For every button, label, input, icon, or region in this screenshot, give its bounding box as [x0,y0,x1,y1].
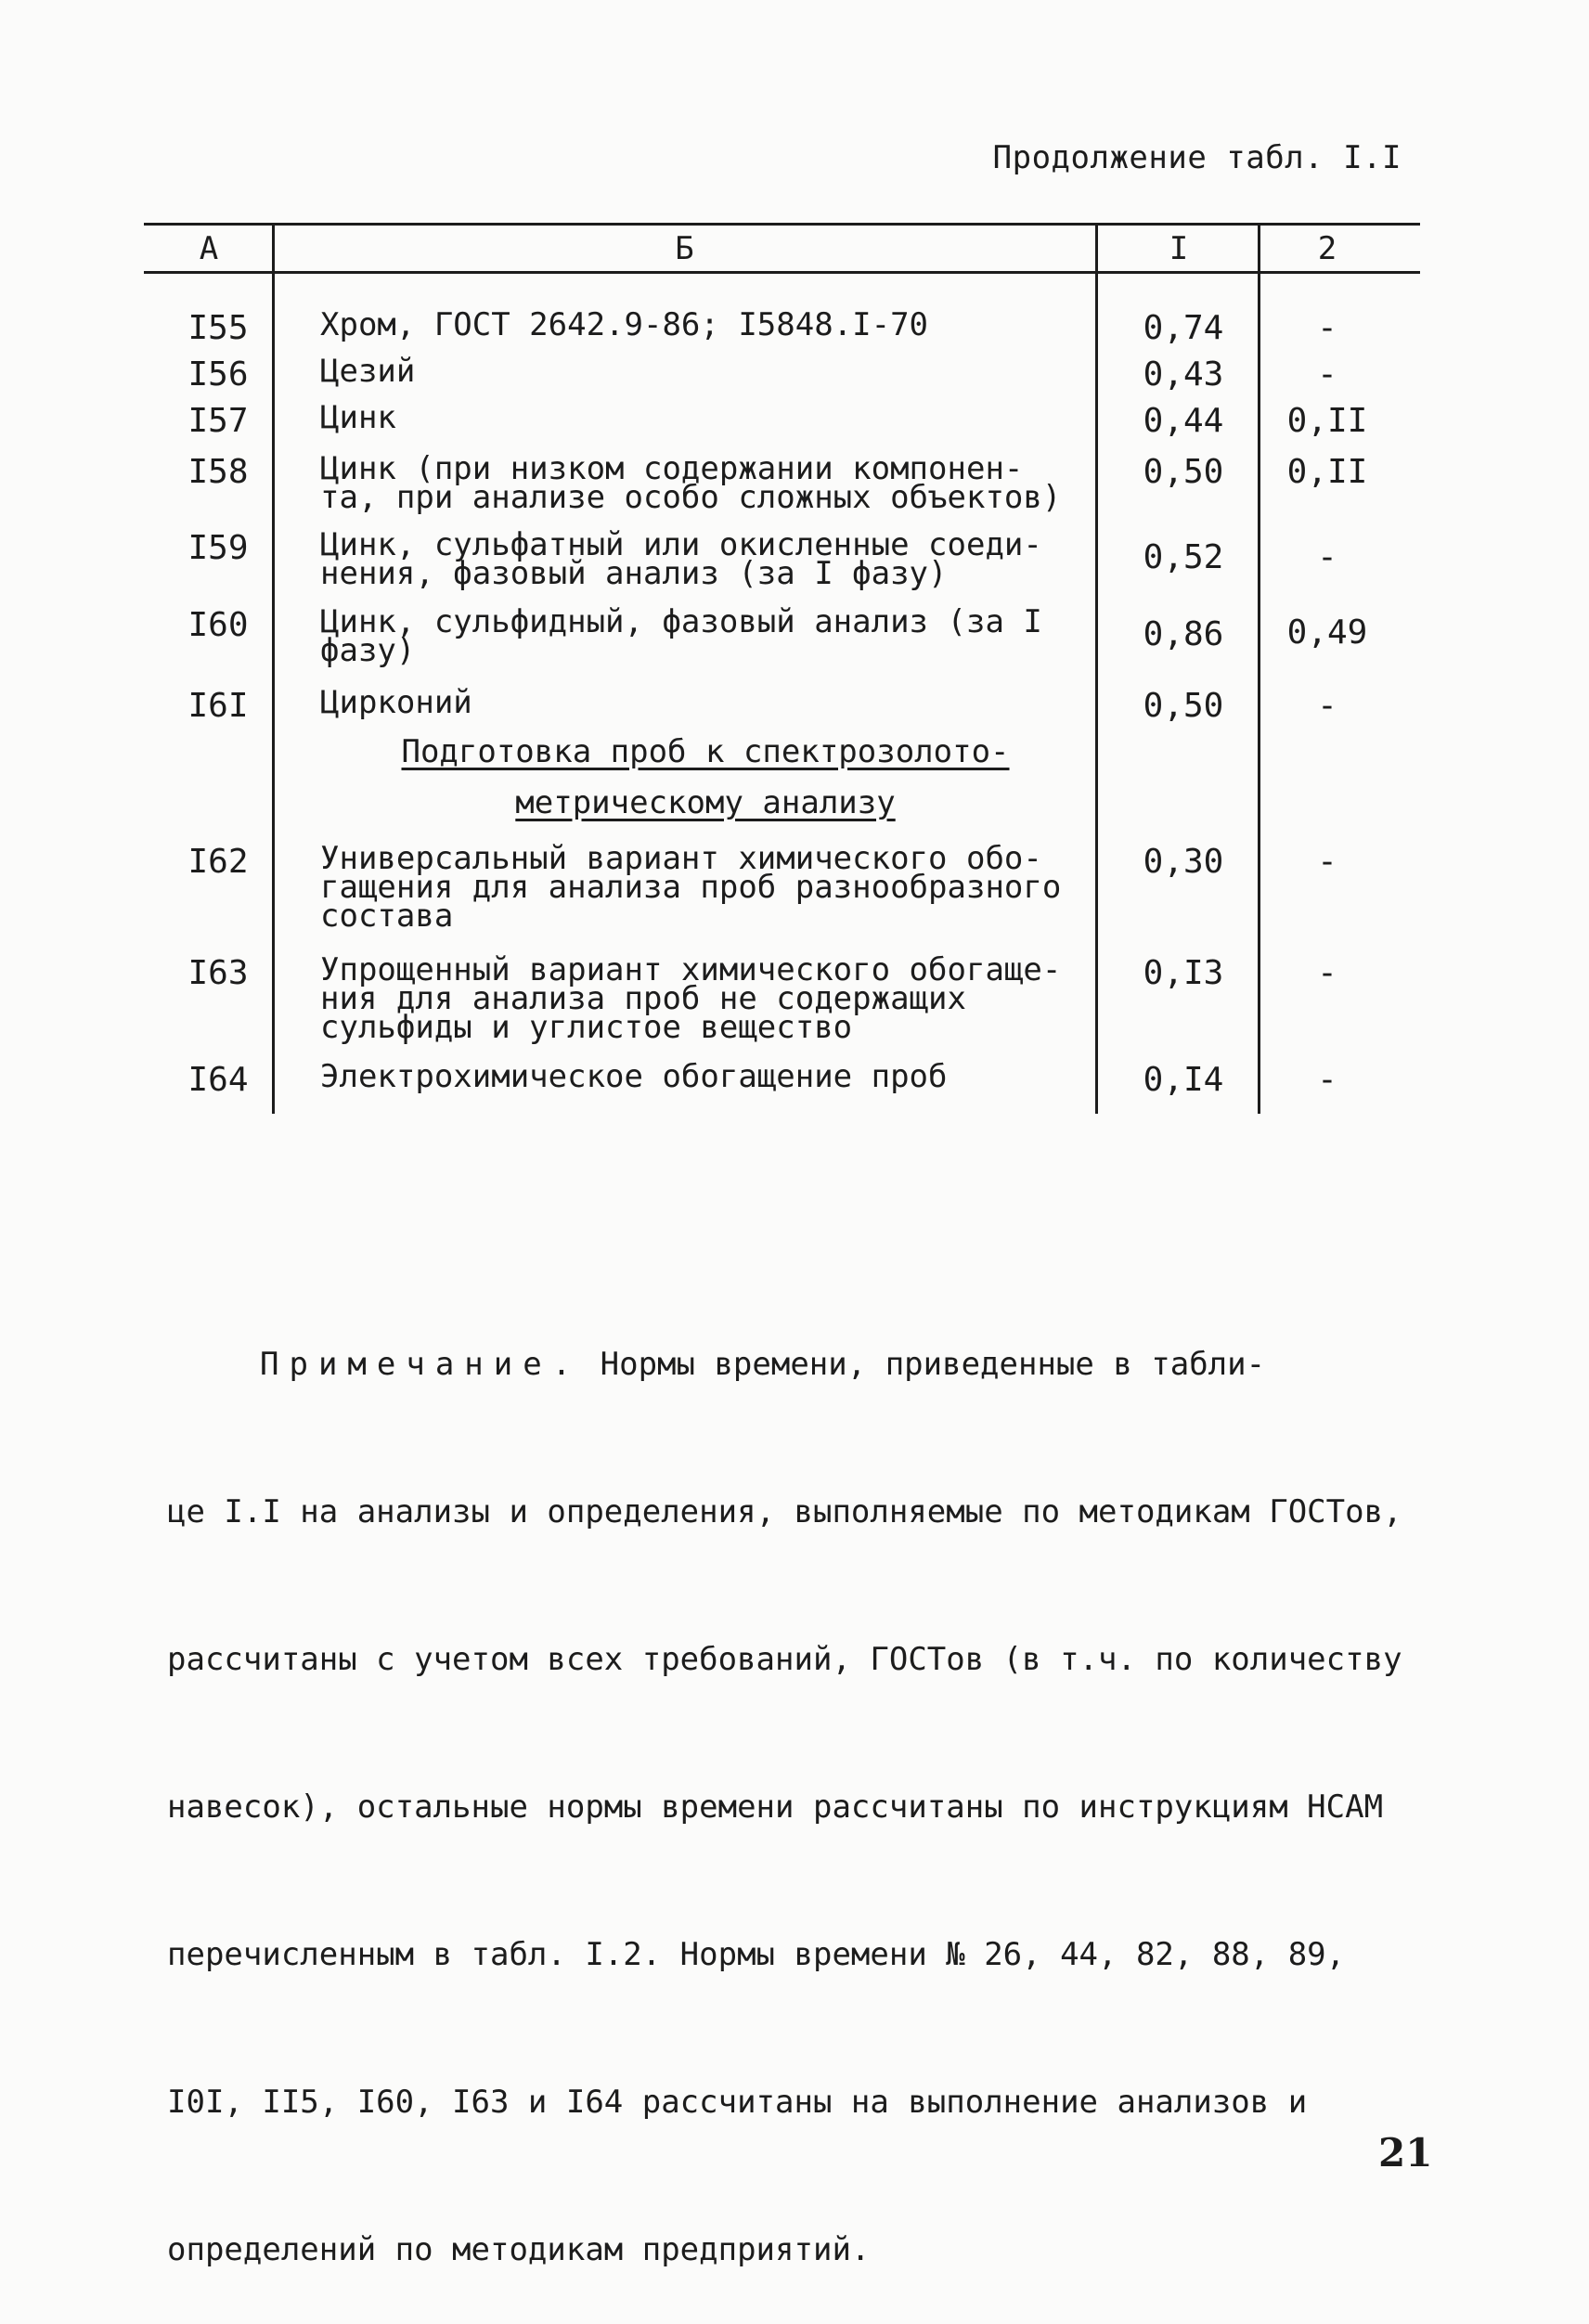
note-paragraph [167,1242,1411,2324]
row-number: I64 [187,1061,249,1099]
header-col-a: А [199,230,219,267]
row-value-col2: 0,II [1286,402,1368,440]
row-value-col2: - [1317,954,1337,992]
row-description: Цинк (при низком содержании компонен- та, при анализе особо сложных объектов) [320,450,1062,516]
row-value-col2: - [1317,309,1337,347]
row-number: I62 [187,843,249,881]
row-value-col1: 0,50 [1143,687,1224,725]
row-number: I59 [187,529,249,567]
row-value-col1: 0,43 [1143,355,1224,394]
row-value-col1: 0,86 [1143,615,1224,653]
row-description: Цезий [320,353,416,390]
row-description: Цинк, сульфатный или окисленные соеди- нения, фазовый анализ (за I фазу) [320,526,1042,592]
row-number: I55 [187,309,249,347]
row-description: Цинк, сульфидный, фазовый анализ (за I фазу) [320,603,1042,669]
row-value-col2: - [1317,355,1337,394]
column-rule-b-1 [1095,225,1098,1114]
table-top-rule [144,223,1420,226]
row-value-col2: 0,II [1286,453,1368,491]
note-line: Нормы времени, приведенные в табли- [581,1346,1266,1383]
table-header-bottom-rule [144,271,1420,274]
note-line: определений по методикам предприятий. [167,2231,871,2268]
section-heading-line-1: Подготовка проб к спектрозолото- [401,733,1010,770]
row-description: Универсальный вариант химического обо- гащения для анализа проб разнообразного состава [320,840,1062,935]
section-heading-line-2: метрическому анализу [515,784,896,821]
row-number: I60 [187,606,249,644]
row-value-col1: 0,50 [1143,453,1224,491]
note-line: I0I, II5, I60, I63 и I64 рассчитаны на выполнение анализов и [167,2084,1308,2121]
note-line: навесок), остальные нормы времени рассчитаны по инструкциям НСАМ [167,1788,1384,1826]
row-number: I63 [187,954,249,992]
page-number: 21 [1378,2130,1433,2176]
note-line: це I.I на анализы и определения, выполняемые по методикам ГОСТов, [167,1493,1402,1530]
row-value-col2: - [1317,843,1337,881]
row-description: Цирконий [320,684,472,721]
row-value-col2: - [1317,687,1337,725]
note-line: рассчитаны с учетом всех требований, ГОСТов (в т.ч. по количеству [167,1641,1402,1678]
row-description: Упрощенный вариант химического обогаще- ния для анализа проб не содержащих сульфиды и углистое вещество [320,951,1062,1046]
row-value-col2: 0,49 [1286,613,1368,652]
row-number: I57 [187,402,249,440]
header-col-1: I [1169,230,1189,267]
row-value-col1: 0,I3 [1143,954,1224,992]
row-number: I58 [187,453,249,491]
row-value-col1: 0,44 [1143,402,1224,440]
row-description: Цинк [320,399,396,436]
note-first-line [167,1340,1411,1389]
row-description: Электрохимическое обогащение проб [320,1058,948,1095]
row-value-col2: - [1317,538,1337,576]
row-number: I6I [187,687,249,725]
table-continuation-caption: Продолжение табл. I.I [992,139,1402,176]
note-line: перечисленным в табл. I.2. Нормы времени № 26, 44, 82, 88, 89, [167,1936,1346,1973]
row-value-col1: 0,74 [1143,309,1224,347]
row-value-col1: 0,52 [1143,538,1224,576]
row-value-col1: 0,I4 [1143,1061,1224,1099]
header-col-2: 2 [1317,230,1337,267]
note-lead: Примечание. [260,1346,582,1383]
row-value-col1: 0,30 [1143,843,1224,881]
row-value-col2: - [1317,1061,1337,1099]
row-number: I56 [187,355,249,394]
row-description: Хром, ГОСТ 2642.9-86; I5848.I-70 [320,306,929,343]
header-col-b: Б [675,230,694,267]
